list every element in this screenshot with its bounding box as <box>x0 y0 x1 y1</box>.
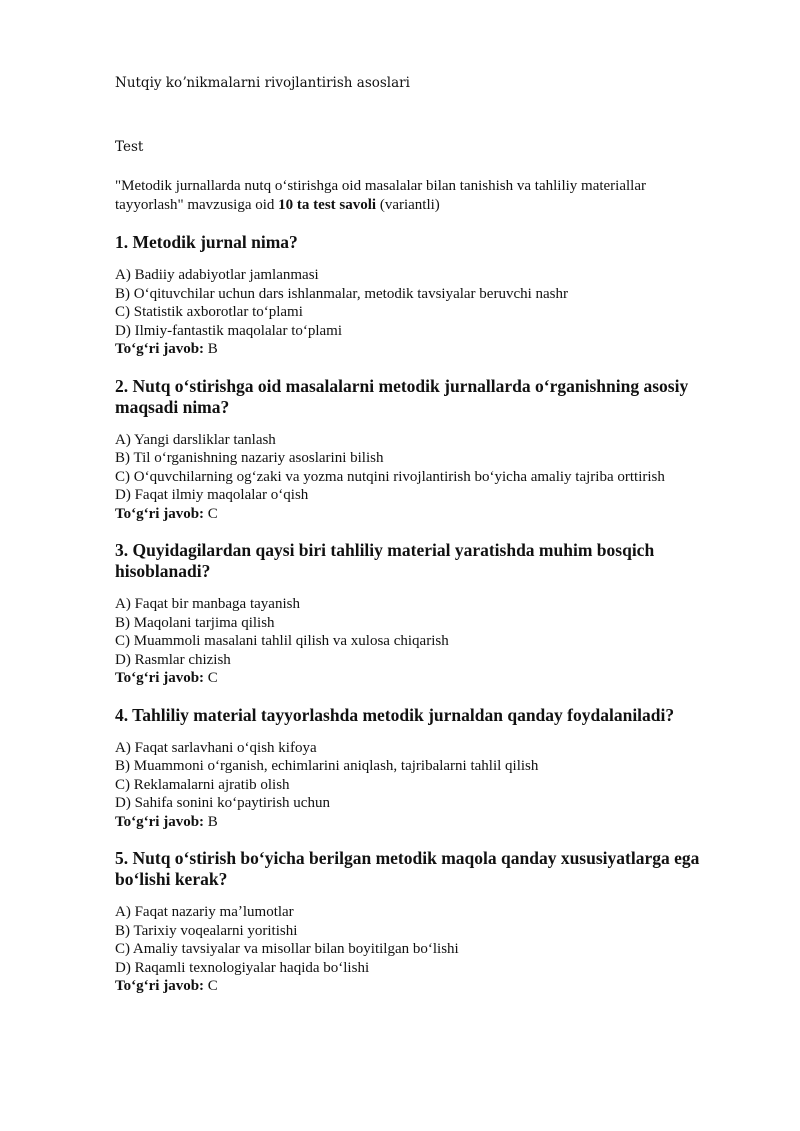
option-b: B) Muammoni oʻrganish, echimlarini aniqlash, tajribalarni tahlil qilish <box>115 758 539 774</box>
option-a: A) Yangi darsliklar tanlash <box>115 431 276 448</box>
document-title: Nutqiy koʼnikmalarni rivojlantirish asoslari <box>115 75 410 91</box>
option-b: B) Oʻqituvchilar uchun dars ishlanmalar, metodik tavsiyalar beruvchi nashr <box>115 285 569 302</box>
intro-text-end: (variantli) <box>376 197 440 213</box>
option-d: D) Sahifa sonini koʻpaytirish uchun <box>115 795 330 811</box>
question-title: 1. Metodik jurnal nima? <box>115 232 298 252</box>
correct-answer <box>115 977 715 996</box>
answer-value: B <box>207 341 218 357</box>
option-a: A) Faqat bir manbaga tayanish <box>115 596 300 612</box>
option-b: B) Tarixiy voqealarni yoritishi <box>115 922 298 939</box>
option-d: D) Ilmiy-fantastik maqolalar toʻplami <box>115 322 343 339</box>
option-c: C) Muammoli masalani tahlil qilish va xulosa chiqarish <box>115 633 449 649</box>
option-d: D) Faqat ilmiy maqolalar oʻqish <box>115 487 309 503</box>
question-1 <box>115 232 715 359</box>
option-d: D) Raqamli texnologiyalar haqida boʻlishi <box>115 959 370 976</box>
answer-label: Toʻgʻri javob: <box>115 978 205 994</box>
intro-bold-text: 10 ta test savoli <box>278 197 377 213</box>
correct-answer <box>115 505 715 524</box>
option-c: C) Amaliy tavsiyalar va misollar bilan boyitilgan boʻlishi <box>115 941 459 957</box>
answer-label: Toʻgʻri javob: <box>115 341 205 357</box>
question-list <box>115 232 715 1013</box>
question-title: 2. Nutq oʻstirishga oid masalalarni metodik jurnallarda oʻrganishning asosiy maqsadi nima? <box>115 375 689 417</box>
answer-value: B <box>207 813 218 830</box>
correct-answer <box>115 669 715 688</box>
question-title: 5. Nutq oʻstirish boʻyicha berilgan metodik maqola qanday xususiyatlarga ega boʻlishi kerak? <box>115 848 700 889</box>
answer-value: C <box>207 505 218 522</box>
answer-label: Toʻgʻri javob: <box>115 813 205 830</box>
option-d: D) Rasmlar chizish <box>115 651 231 668</box>
option-b: B) Til oʻrganishning nazariy asoslarini bilish <box>115 450 384 466</box>
answer-value: C <box>207 670 218 686</box>
answer-value: C <box>207 978 218 994</box>
question-title: 4. Tahliliy material tayyorlashda metodik jurnaldan qanday foydalaniladi? <box>115 704 675 725</box>
answer-label: Toʻgʻri javob: <box>115 505 205 522</box>
option-a: A) Badiiy adabiyotlar jamlanmasi <box>115 267 319 283</box>
intro-text: "Metodik jurnallarda nutq oʻstirishga oid masalalar bilan tanishish va tahliliy materiallar tayyorlash" mavzusiga oid <box>115 178 646 213</box>
intro-paragraph <box>115 177 705 215</box>
answer-label: Toʻgʻri javob: <box>115 670 205 686</box>
question-4 <box>115 705 715 832</box>
correct-answer <box>115 813 715 832</box>
option-a: A) Faqat sarlavhani oʻqish kifoya <box>115 739 317 756</box>
option-c: C) Oʻquvchilarning ogʻzaki va yozma nutqini rivojlantirish boʻyicha amaliy tajriba orttirish <box>115 468 665 485</box>
correct-answer <box>115 340 715 359</box>
option-c: C) Statistik axborotlar toʻplami <box>115 304 303 320</box>
option-a: A) Faqat nazariy maʼlumotlar <box>115 904 294 920</box>
question-3 <box>115 540 715 688</box>
section-label: Test <box>115 139 144 155</box>
question-2 <box>115 376 715 524</box>
option-c: C) Reklamalarni ajratib olish <box>115 776 290 793</box>
question-title: 3. Quyidagilardan qaysi biri tahliliy material yaratishda muhim bosqich hisoblanadi? <box>115 540 655 581</box>
question-5 <box>115 848 715 996</box>
option-b: B) Maqolani tarjima qilish <box>115 614 275 631</box>
